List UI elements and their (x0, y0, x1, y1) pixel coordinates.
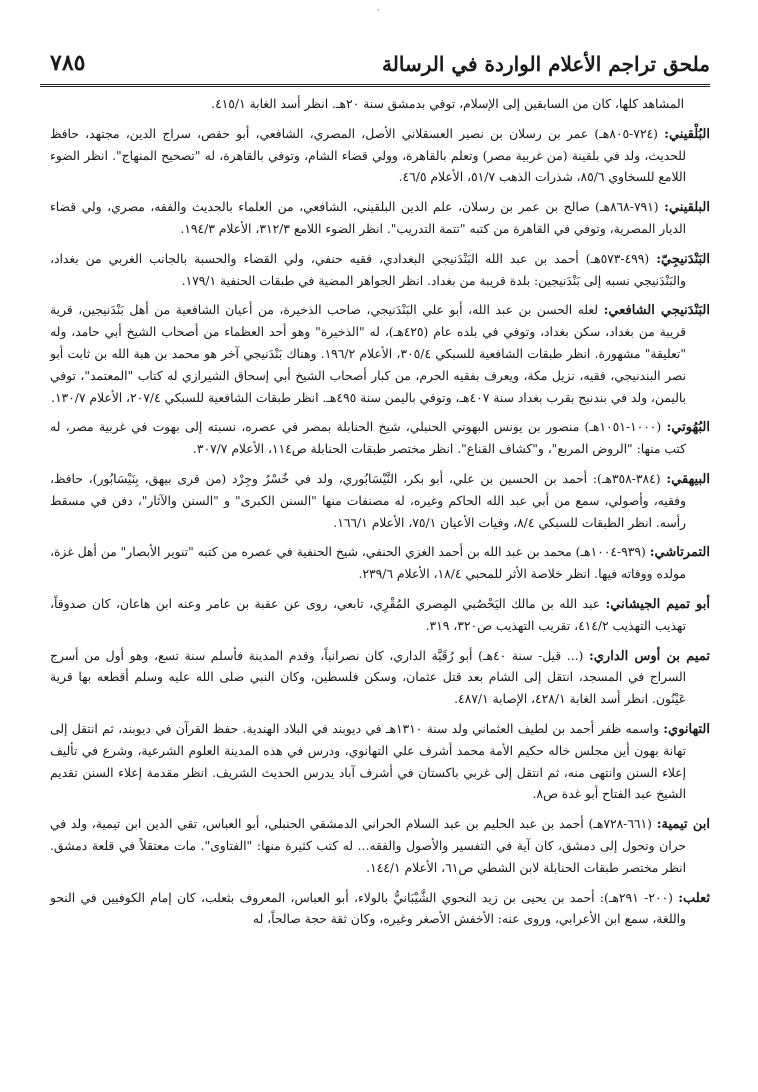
entry-text: (... قيل- سنة ٤٠هـ) أبو رُقَيَّة الداري، كان نصرانياً، وقدم المدينة فأسلم سنة تسع، وهو أول من أسرج السراج في المسجد، انتقل إلى الشام بعد قتل عثمان، وسكن فلسطين، وكان النبي صلى الله عليه وسلم أقطعه بها قرية عَيْنُون. انظر أسد الغابة ٤٢٨/١، الإصابة ٤٨٧/١. (50, 648, 687, 707)
scan-mark: ٬ (377, 8, 380, 17)
page-number: ٧٨٥ (50, 50, 86, 76)
entry-bayhaqi (50, 466, 710, 534)
entry-name: أبو تميم الجيشاني: (605, 596, 710, 612)
entry-text: (٦٦١-٧٢٨هـ) أحمد بن عبد الحليم بن عبد السلام الحراني الدمشقي الحنبلي، أبو العباس، تقي الدين ابن تيمية، ولد في حران وتحول إلى دمشق، كان آية في التفسير والأصول والفقه... له كتب كثيرة منها: "الفتاوى". مات معتقلاً في قلعة دمشق. انظر مختصر طبقات الحنابلة لابن الشطي ص٦١، الأعلام ١٤٤/١. (50, 817, 686, 875)
entry-name: ثعلب: (678, 890, 710, 906)
entry-text: (٧٩١-٨٦٨هـ) صالح بن عمر بن رسلان، علم الدين البلقيني، الشافعي، من العلماء بالحديث والفقه، مصري، ولي قضاء الديار المصرية، وتوفي في القاهرة من كتبه "تتمة التدريب". انظر الضوء اللامع ٣١٢/٣، الأعلام ١٩٤/٣. (50, 200, 686, 236)
entry-text: المشاهد كلها، كان من السابقين إلى الإسلام، توفي بدمشق سنة ٢٠هـ. انظر أسد الغابة ٤١٥/١. (211, 97, 684, 111)
entry-text: (٩٣٩-١٠٠٤هـ) محمد بن عبد الله بن أحمد الغزي الحنفي، شيخ الحنفية في عصره من كتبه "تنوير الأبصار" من أهل غزة، مولده ووفاته فيها. انظر خلاصة الأثر للمحبي ١٨/٤، الأعلام ٢٣٩/٦. (50, 545, 686, 582)
entry-ibn-taymiyya (50, 811, 710, 879)
entry-name: البَنْدَنيجي الشافعي: (603, 303, 710, 319)
entry-abu-tamim (50, 591, 710, 638)
entry-name: ابن تيمية: (656, 817, 710, 833)
entry-text: (٧٢٤-٨٠٥هـ) عمر بن رسلان بن نصير العسقلاني الأصل، المصري، الشافعي، أبو حفص، سراج الدين، مجتهد، حافظ للحديث، ولد في بلقينة (من غربية مصر) وتعلم بالقاهرة، وولي قضاء الشام، وتوفي بالقاهرة، له "تصحيح المنهاج". انظر الضوء اللامع للسخاوي ٨٥/٦، شذرات الذهب ٥١/٧، الأعلام ٤٦/٥. (50, 126, 686, 185)
entry-name: تميم بن أوس الداري: (588, 648, 710, 664)
entry-timurtashi (50, 539, 710, 586)
entry-text: (٤٩٩-٥٧٣هـ) أحمد بن عبد الله البَنْدَنيجي البغدادي، فقيه حنفي، ولي القضاء والحسبة بالجانب الغربي من بغداد، والبَنْدَنيجي نسبه إلى بَنْدَنيجين: بلدة قريبة من بغداد. انظر الجواهر المضية في طبقات الحنفية ١٧٩/١. (50, 251, 686, 288)
entry-tamim-dari (50, 643, 710, 711)
entry-bandaniji-shafii (50, 297, 710, 409)
entry-bulqini-salih (50, 194, 710, 241)
entry-name: البلقيني: (664, 200, 710, 216)
entry-name: البَنْدَنيجِيّ: (656, 251, 710, 267)
entry-thalab (50, 885, 710, 932)
page-header (40, 50, 710, 82)
biography-entries (50, 94, 710, 936)
entry-text: (٢٠٠- ٢٩١هـ): أحمد بن يحيى بن زيد النحوي الشَّيْبَانيُّ بالولاء، أبو العباس، المعروف بثعلب، كان إمام الكوفيين في النحو واللغة، سمع ابن الأعرابي، وروى عنه: الأخفش الأصغر وغيره، وكان ثقة حجة صالحاً، له (50, 890, 686, 927)
entry-buhuti (50, 414, 710, 461)
entry-name: البيهقي: (666, 471, 710, 487)
entry-tahanawi (50, 716, 710, 806)
header-rule (40, 84, 710, 87)
entry-text: (١٠٠٠-١٠٥١هـ) منصور بن يونس البهوتي الحنبلي، شيخ الحنابلة بمصر في عصره، نسبته إلى بهوت في غربية مصر، له كتب منها: "الروض المربع"، و"كشاف القناع". انظر مختصر طبقات الحنابلة ص١١٤، الأعلام ٣٠٧/٧. (50, 420, 686, 457)
entry-text: (٣٨٤-٣٥٨هـ): أحمد بن الحسين بن علي، أبو بكر، النَّيْسَابُوري، ولد في خُسْرُ وجِرْد (من قرى بيهق، بِنَيْسَابُور)، حافظ، وفقيه، وأصولي، سمع من أبي عبد الله الحاكم وغيره، له مصنفات منها "السنن الكبرى" و "السنن والآثار"، دفن في مسقط رأسه. انظر الطبقات للسبكي ٨/٤، وفيات الأعيان ٧٥/١، الأعلام ١٦٦/١. (50, 471, 686, 530)
entry-name: البُهُوتي: (666, 420, 710, 436)
entry-bulqini-umar (50, 121, 710, 189)
entry-continuation (50, 94, 684, 116)
entry-text: واسمه ظفر أحمد بن لطيف العثماني ولد سنة ١٣١٠هـ في ديوبند في البلاد الهندية. حفظ القرآن في ديوبند، ثم انتقل إلى تهانة بهون أين مجلس خاله حكيم الأمة محمد أشرف علي التهانوي، ودرس في هذه المدينة العلوم الشرعية، وشرع في تأليف إعلاء السنن وانتهى منه، ثم انتقل إلى غربي باكستان في أشرف آباد يدرس الحديث الشريف. انظر مقدمة إعلاء السنن تقديم الشيخ عبد الفتاح أبو غدة ص٨. (50, 721, 686, 802)
entry-text: عبد الله بن مالك اليَحْصُبي المِصري المُقْرِي، تابعي، روى عن عقبة بن عامر وعنه ابن هاعان، كان صدوقاً، تهذيب التهذيب ٤١٤/٢، تقريب التهذيب ص٣٢٠، ٣١٩. (50, 596, 686, 633)
entry-bandaniji (50, 246, 710, 293)
entry-name: التهانوي: (663, 721, 710, 737)
entry-name: البُلْقيني: (664, 126, 710, 142)
entry-text: لعله الحسن بن عبد الله، أبو علي البَنْدَنيجي، صاحب الذخيرة، من أعيان الشافعية من أهل بَنْدَنيجين، قرية قريبة من بغداد، سكن بغداد، وتوفي في بلده عام (٤٢٥هـ)، له "الذخيرة" وهو أحد العظماء من أصحاب الشيخ أبي حامد، وله "تعليقة" مشهورة. انظر طبقات الشافعية للسبكي ٣٠٥/٤، الأعلام ١٩٦/٢. وهناك بَنْدَنيجي آخر هو محمد بن هبة الله بن ثابت أبو نصر البندنيجي، فقيه، نزيل مكة، ويعرف بفقيه الحرم، من كبار أصحاب الشيخ أبي إسحاق الشيرازي له كتاب "المعتمد"، توفي باليمن، ولد في بندنيج بقرب بغداد سنة ٤٠٧هـ، وتوفي باليمن سنة ٤٩٥هـ. انظر طبقات الشافعية للسبكي ٢٠٧/٤، الأعلام ١٣٠/٧. (50, 303, 686, 405)
running-title: ملحق تراجم الأعلام الواردة في الرسالة (382, 52, 710, 76)
entry-name: التمرتاشي: (649, 545, 710, 561)
